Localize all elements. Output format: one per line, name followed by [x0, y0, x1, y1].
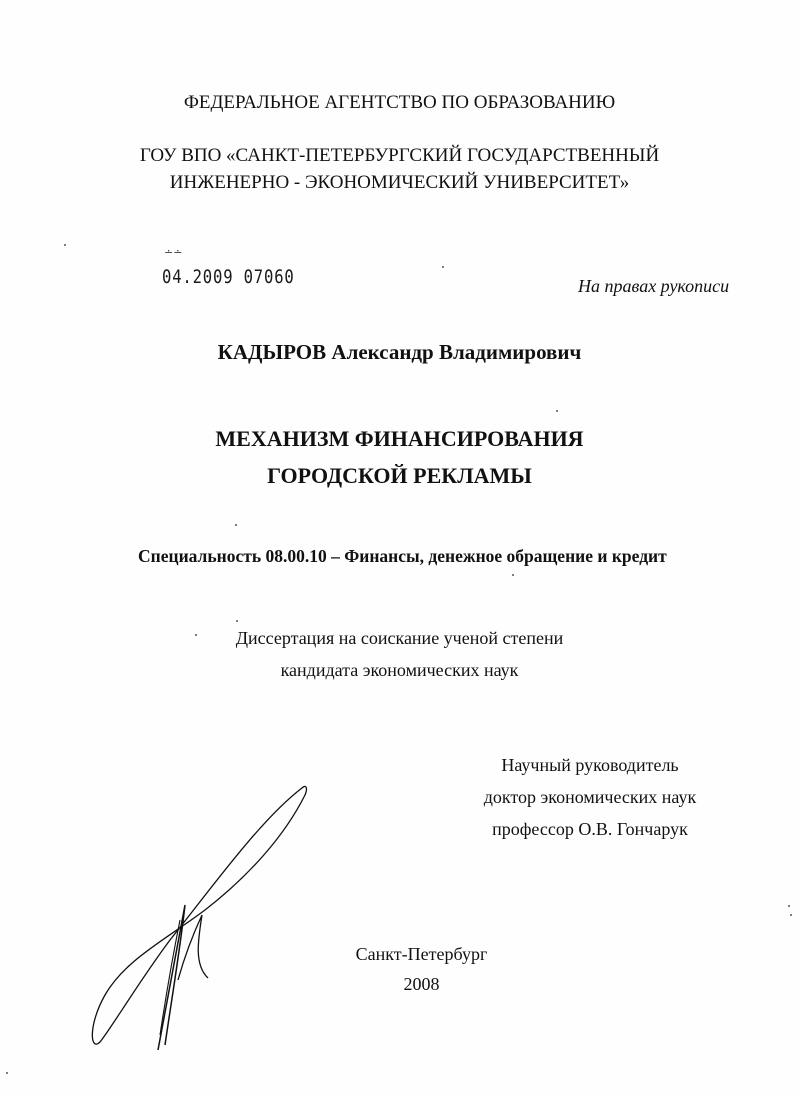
stamp-mark: ∸∸	[164, 246, 183, 259]
scan-speck	[6, 1072, 8, 1074]
advisor-role: Научный руководитель	[501, 755, 679, 775]
author-given-names: Александр Владимирович	[331, 340, 582, 364]
author-name	[0, 340, 799, 365]
advisor-name: профессор О.В. Гончарук	[492, 819, 688, 839]
advisor-degree: доктор экономических наук	[483, 787, 697, 807]
scan-speck	[556, 410, 558, 412]
scan-speck	[442, 266, 444, 268]
thesis-title-line1: МЕХАНИЗМ ФИНАНСИРОВАНИЯ	[215, 426, 584, 451]
scan-speck	[236, 620, 238, 622]
institution-name-line2: ИНЖЕНЕРНО - ЭКОНОМИЧЕСКИЙ УНИВЕРСИТЕТ»	[169, 172, 630, 193]
signature-loop	[92, 786, 306, 1044]
dissertation-degree-line2: кандидата экономических наук	[280, 660, 519, 680]
agency-name: ФЕДЕРАЛЬНОЕ АГЕНТСТВО ПО ОБРАЗОВАНИЮ	[183, 92, 616, 113]
year: 2008	[403, 974, 440, 994]
dissertation-degree-line1: Диссертация на соискание ученой степени	[235, 628, 564, 648]
scan-speck	[788, 905, 790, 907]
author-surname: КАДЫРОВ	[217, 340, 327, 364]
scan-speck	[790, 914, 792, 916]
specialty: Специальность 08.00.10 – Финансы, денежное обращение и кредит	[138, 546, 667, 566]
scan-speck	[512, 574, 514, 576]
scan-speck	[64, 244, 66, 246]
thesis-title-line2: ГОРОДСКОЙ РЕКЛАМЫ	[267, 463, 532, 488]
scan-speck	[195, 634, 197, 636]
handwritten-signature	[80, 780, 340, 1050]
institution-name-line1: ГОУ ВПО «САНКТ-ПЕТЕРБУРГСКИЙ ГОСУДАРСТВЕННЫЙ	[139, 145, 660, 166]
scan-speck	[235, 524, 237, 526]
manuscript-note: На правах рукописи	[578, 276, 730, 296]
city: Санкт-Петербург	[355, 944, 488, 964]
registration-stamp: 04.2009 07060	[162, 266, 295, 288]
